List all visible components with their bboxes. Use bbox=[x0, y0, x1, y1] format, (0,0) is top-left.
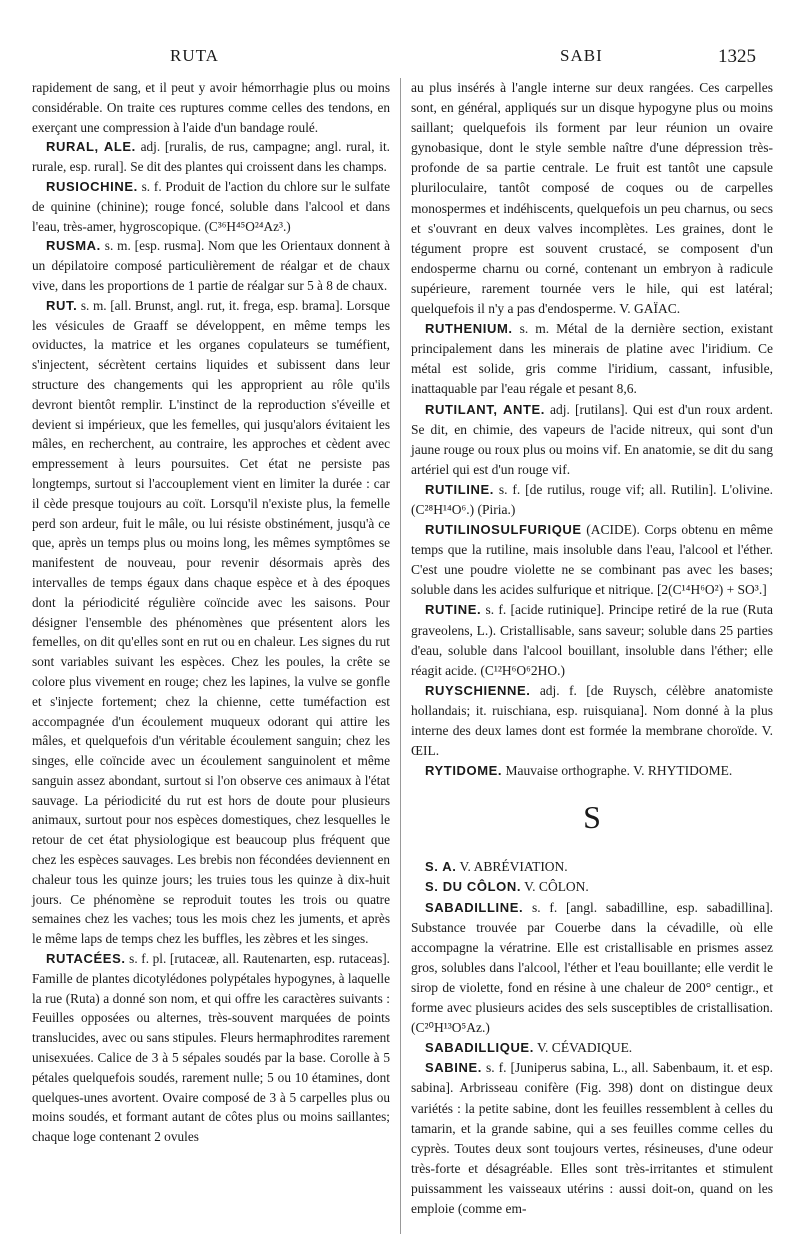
dictionary-entry bbox=[411, 400, 773, 480]
dictionary-entry bbox=[411, 857, 773, 877]
page-number: 1325 bbox=[718, 46, 756, 67]
entry-headword: RUTHENIUM. bbox=[425, 321, 513, 337]
dictionary-entry bbox=[411, 877, 773, 897]
entry-text: s. m. Métal de la dernière section, existant principalement dans les minerais de platine avec l'iridium. Ce métal est solide, gris comme l'iridium, cassant, infusible, inattaquable par l'eau régale et pesant 8,6. bbox=[411, 321, 773, 397]
entry-text: s. m. [all. Brunst, angl. rut, it. frega, esp. brama]. Lorsque les vésicules de Graaff se développent, en même temps les oviductes, la matrice et les organes copulateurs se tuméfient, s'injectent, sécrètent certains liquides et subissent dans leur structure des changements qui les approprient au rôle qu'ils devront bientôt remplir. L'instinct de la reproduction s'éveille et devient si impérieux, que les femelles, qui jusqu'alors évitaient les mâles, en recherchent, au contraire, les approches et cèdent avec empressement à leurs poursuites. Cet état ne persiste pas longtemps, surtout si l'accouplement vient en limiter la durée : car il cède presque toujours au coït. Lorsqu'il n'existe plus, la femelle perd son ardeur, fuit le mâle, ou lui résiste obstinément, jusqu'à ce que, après un temps plus ou moins long, les mêmes symptômes se manifestent de nouveau, pour revenir désormais après des intervalles de temps égaux dans chaque espèce et à des époques dont la périodicité régulière coïncide avec les saisons. Pour désigner l'ensemble des phénomènes que présentent alors les femelles, on dit qu'elles sont en rut ou en chaleur. Les signes du rut sont variables suivant les espèces. Chez les poules, la crête se colore plus vivement en rouge; chez les lapines, la vulve se gonfle et s'injecte fortement; chez la chienne, cette tuméfaction est accompagnée d'un écoulement muqueux odorant qui attire les mâles, et quelquefois d'un véritable écoulement sanguin; chez les singes, elle coïncide avec un écoulement sanguinolent et même sanguin assez abondant, surtout si l'on observe ces animaux à l'état sauvage. La périodicité du rut est hors de doute pour plusieurs animaux, surtout pour nos espèces domestiques, chez lesquelles le retour de cet état physiologique est beaucoup plus fréquent que chez les espèces sauvages. Les brebis non fécondées deviennent en chaleur tous les quinze jours; les truies tous les quinze à dix-huit jours. Ce phénomène se reproduit toutes les trois ou quatre semaines chez les vaches; tous les mois chez les juments, et après le même laps de temps chez les buffles, les zèbres et les singes. bbox=[32, 297, 390, 947]
dictionary-entry bbox=[32, 78, 390, 137]
dictionary-entry bbox=[411, 319, 773, 399]
dictionary-entry bbox=[411, 681, 773, 761]
entry-text: (ACIDE). Corps obtenu en même temps que la rutiline, mais insoluble dans l'eau, l'alcool et l'éther. C'est une poudre violette ne se combinant pas avec les bases; soluble dans les acides sulfurique et nitrique. [2(C¹⁴H⁶O²) + SO³.] bbox=[411, 522, 773, 598]
entry-headword: SABADILLIQUE. bbox=[425, 1040, 534, 1056]
entry-text: s. f. [Juniperus sabina, L., all. Sabenbaum, it. et esp. sabina]. Arbrisseau conifère (Fig. 398) dont on distingue deux variétés : la petite sabine, dont les feuilles ressemblent à celles du tamarin, et la grande sabine, qui a ses feuilles comme celles du cyprès. Toutes deux sont toujours vertes, résineuses, d'une odeur très-forte et désagréable. Elles sont très-irritantes et stimulent puissamment les vaisseaux utérins : aussi doit-on, quand on les emploie (comme em- bbox=[411, 1060, 773, 1216]
dictionary-entry bbox=[32, 177, 390, 236]
entry-text: Mauvaise orthographe. V. RHYTIDOME. bbox=[502, 763, 733, 779]
entry-headword: RUT. bbox=[46, 297, 78, 313]
entry-headword: SABINE. bbox=[425, 1060, 482, 1076]
entry-text: rapidement de sang, et il peut y avoir hémorrhagie plus ou moins considérable. On traite ces ruptures comme celles des tendons, en exerçant une compression à l'aide d'un bandage roulé. bbox=[32, 80, 390, 135]
left-column bbox=[32, 78, 390, 1147]
entry-text: s. f. pl. [rutaceæ, all. Rautenarten, esp. rutaceas]. Famille de plantes dicotylédones polypétales hypogynes, à laquelle la rue (Ruta) a donné son nom, et qui offre les caractères suivants : Feuilles opposées ou alternes, très-souvent marquées de points translucides, avec ou sans stipules. Fleurs hermaphrodites rarement unisexuées. Calice de 3 à 5 sépales soudés par la base. Corolle à 5 pétales quelquefois soudés, rarement nulle; 5 ou 10 étamines, dont quelques-unes avortent. Ovaire composé de 3 à 5 carpelles plus ou moins soudés, et formant autant de côtes plus ou moins saillantes; chaque loge contenant 2 ovules bbox=[32, 951, 390, 1145]
entry-text: au plus insérés à l'angle interne sur deux rangées. Ces carpelles sont, en général, appliqués sur un disque hypogyne plus ou moins saillant; quelquefois ils forment par leur réunion un ovaire gynobasique, dont le style semble naître d'une dépression très-profonde de sa partie centrale. Le fruit est tantôt une capsule pluriloculaire, tantôt composé de coques ou de carpelles monospermes et indéhiscents, quelquefois un peu charnus, ou secs et s'ouvrant en deux valves incomplètes. Les graines, dont le tégument propre est souvent crustacé, se composent d'un endosperme charnu ou corné, contenant un embryon à radicule supérieure, rarement tournée vers le hile, qui est latéral; quelquefois il n'y a pas d'endosperme. V. GAÏAC. bbox=[411, 80, 773, 317]
entry-headword: RYTIDOME. bbox=[425, 763, 503, 779]
entry-headword: RURAL, ALE. bbox=[46, 139, 136, 155]
dictionary-entry bbox=[411, 1058, 773, 1219]
entry-headword: RUTACÉES. bbox=[46, 951, 126, 967]
entry-headword: RUTILINOSULFURIQUE bbox=[425, 522, 582, 538]
entry-text: V. CÔLON. bbox=[521, 879, 589, 895]
entry-headword: RUSMA. bbox=[46, 238, 101, 254]
dictionary-entry bbox=[411, 898, 773, 1039]
dictionary-entry bbox=[411, 78, 773, 319]
dictionary-entry bbox=[411, 761, 773, 781]
right-column-s-entries bbox=[411, 857, 773, 1219]
right-column-r-entries bbox=[411, 78, 773, 781]
dictionary-entry bbox=[32, 949, 390, 1147]
entry-headword: RUTILANT, ANTE. bbox=[425, 401, 545, 417]
dictionary-entry bbox=[32, 296, 390, 949]
entry-headword: S. DU CÔLON. bbox=[425, 879, 522, 895]
entry-text: adj. f. [de Ruysch, célèbre anatomiste hollandais; it. ruischiana, esp. ruisquiana]. Nom donné à la plus interne des deux lames dont est formée la membrane choroïde. V. ŒIL. bbox=[411, 682, 773, 759]
running-head-right: SABI bbox=[560, 46, 603, 65]
entry-headword: RUSIOCHINE. bbox=[46, 178, 138, 194]
entry-text: s. f. Produit de l'action du chlore sur le sulfate de quinine (chinine); rouge foncé, soluble dans l'alcool et dans l'eau, très-amer, hygroscopique. (C³⁶H⁴⁵O²⁴Az³.) bbox=[32, 178, 390, 234]
dictionary-entry bbox=[411, 520, 773, 600]
entry-text: s. m. [esp. rusma]. Nom que les Orientaux donnent à un dépilatoire composé particulièrement de réalgar et de chaux vive, dans les proportions de 1 partie de réalgar sur 5 à 8 de chaux. bbox=[32, 238, 390, 293]
entry-headword: RUYSCHIENNE. bbox=[425, 682, 531, 698]
entry-headword: RUTILINE. bbox=[425, 481, 494, 497]
entry-text: s. f. [de rutilus, rouge vif; all. Rutilin]. L'olivine. (C²⁸H¹⁴O⁶.) (Piria.) bbox=[411, 481, 773, 517]
dictionary-entry bbox=[32, 236, 390, 295]
right-column bbox=[411, 78, 773, 1219]
entry-headword: S. A. bbox=[425, 859, 457, 875]
entry-text: V. ABRÉVIATION. bbox=[456, 859, 568, 875]
entry-text: s. f. [acide rutinique]. Principe retiré de la rue (Ruta graveolens, L.). Cristallisable, sans saveur; soluble dans 25 parties d'eau, soluble dans l'alcool bouillant, insoluble dans l'éther; elle réagit acide. (C¹²H⁶O⁶2HO.) bbox=[411, 602, 773, 678]
entry-text: adj. [ruralis, de rus, campagne; angl. rural, it. rurale, esp. rural]. Se dit des plantes qui croissent dans les champs. bbox=[32, 139, 390, 175]
column-divider bbox=[400, 78, 401, 1234]
entry-headword: SABADILLINE. bbox=[425, 899, 524, 915]
entry-text: V. CÉVADIQUE. bbox=[533, 1040, 633, 1056]
entry-headword: RUTINE. bbox=[425, 602, 482, 618]
entry-text: s. f. [angl. sabadilline, esp. sabadillina]. Substance trouvée par Couerbe dans la cévadille, où elle accompagne la vératrine. Elle est cristallisable en prismes assez gros, solubles dans l'alcool, l'éther et l'eau bouillante; elle verdit le sirop de violette, fond en résine à une chaleur de 200° centigr., et forme avec plusieurs acides des sels susceptibles de cristallisation. (C²⁰H¹³O⁵Az.) bbox=[411, 899, 773, 1036]
page-header bbox=[0, 46, 800, 76]
dictionary-entry bbox=[411, 1038, 773, 1058]
dictionary-entry bbox=[32, 137, 390, 177]
section-letter-s: S bbox=[583, 799, 601, 836]
running-head-left: RUTA bbox=[170, 46, 219, 65]
dictionary-entry bbox=[411, 600, 773, 680]
dictionary-entry bbox=[411, 480, 773, 520]
entry-text: adj. [rutilans]. Qui est d'un roux ardent. Se dit, en chimie, des vapeurs de l'acide nitreux, qui sont d'un jaune rouge ou roux plus ou moins vif. En anatomie, se dit du sang artériel qui est d'un rouge vif. bbox=[411, 401, 773, 477]
